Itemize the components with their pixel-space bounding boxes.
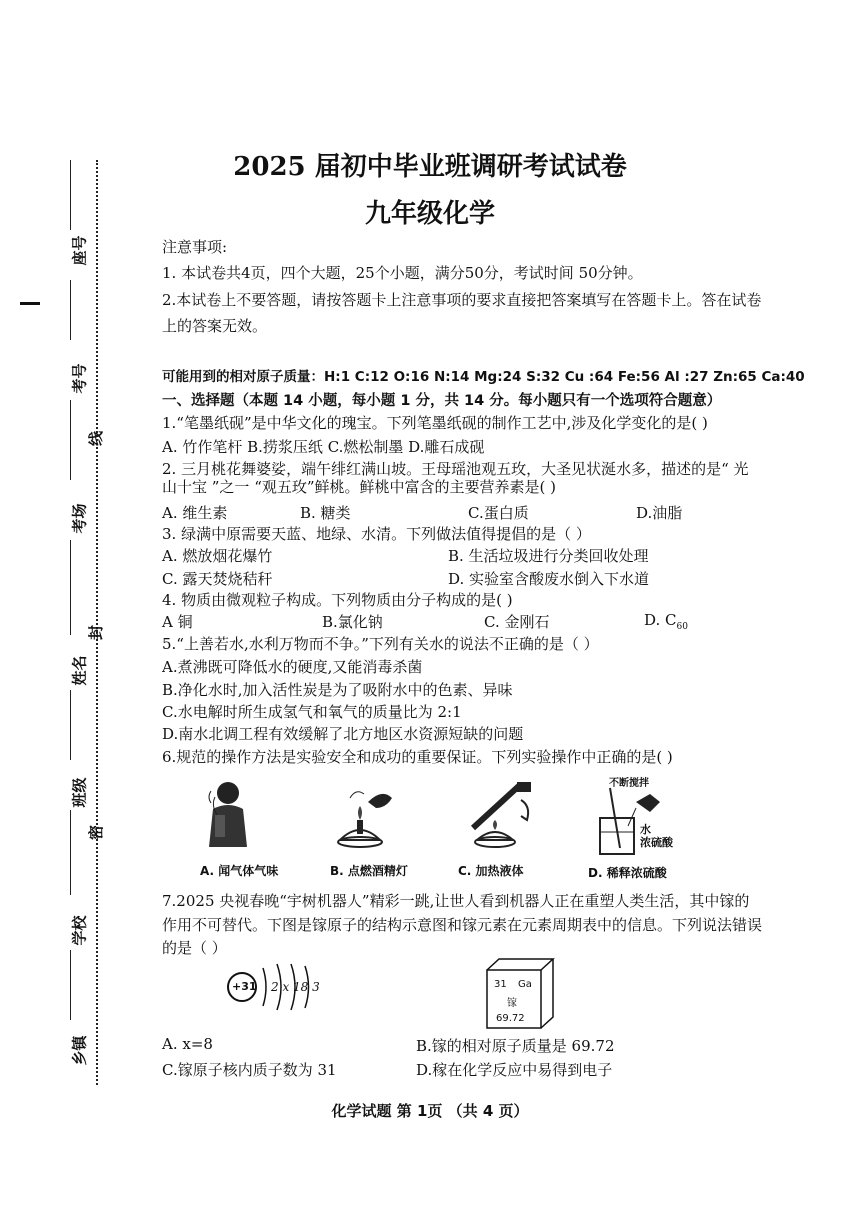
q4-option-d-text: D. C bbox=[644, 611, 677, 629]
q6-caption-a: A. 闻气体气味 bbox=[200, 864, 279, 878]
atomic-masses: 可能用到的相对原子质量：H:1 C:12 O:16 N:14 Mg:24 S:32 Cu :64 Fe:56 Al :27 Zn:65 Ca:40 bbox=[162, 369, 805, 385]
cell-element-name: 镓 bbox=[507, 998, 517, 1009]
atom-nucleus-charge: +31 bbox=[232, 980, 257, 993]
q6-caption-b: B. 点燃酒精灯 bbox=[330, 864, 408, 878]
q5-option-b: B.净化水时,加入活性炭是为了吸附水中的色素、异味 bbox=[162, 681, 513, 699]
q5-option-d: D.南水北调工程有效缓解了北方地区水资源短缺的问题 bbox=[162, 725, 524, 743]
dilute-acid-illustration bbox=[590, 782, 680, 862]
exam-no-blank bbox=[70, 280, 71, 340]
q7-stem-1: 7.2025 央视春晚“宇树机器人”精彩一跳,让世人看到机器人正在重塑人类生活，其中镓的 bbox=[162, 892, 750, 910]
q7-option-d: D.稼在化学反应中易得到电子 bbox=[416, 1061, 613, 1079]
binding-mark bbox=[20, 302, 40, 305]
q6-caption-d: D. 稀释浓硫酸 bbox=[588, 866, 667, 880]
exam-no-label: 考号 bbox=[70, 363, 89, 394]
q3-option-d: D. 实验室含酸废水倒入下水道 bbox=[448, 570, 650, 588]
q2-option-a: A. 维生素 bbox=[162, 504, 228, 522]
q3-option-c: C. 露天焚烧秸秆 bbox=[162, 570, 273, 588]
town-blank bbox=[70, 950, 71, 1020]
school-label: 学校 bbox=[70, 915, 89, 946]
binding-dotted-line bbox=[96, 160, 98, 1085]
q5-option-a: A.煮沸既可降低水的硬度,又能消毒杀菌 bbox=[162, 658, 423, 676]
notice-item-1: 1. 本试卷共4页，四个大题，25个小题，满分50分，考试时间 50分钟。 bbox=[162, 264, 643, 282]
section-1-heading: 一、选择题（本题 14 小题，每小题 1 分，共 14 分。每小题只有一个选项符合题意） bbox=[162, 393, 722, 409]
q2-option-d: D.油脂 bbox=[636, 504, 683, 522]
light-lamp-illustration bbox=[320, 780, 400, 855]
q4-option-b: B.氯化钠 bbox=[322, 613, 383, 631]
room-blank bbox=[70, 400, 71, 480]
class-blank bbox=[70, 690, 71, 760]
school-blank bbox=[70, 810, 71, 895]
q7-option-c: C.镓原子核内质子数为 31 bbox=[162, 1061, 337, 1079]
q2-option-c: C.蛋白质 bbox=[468, 504, 529, 522]
q5-option-c: C.水电解时所生成氢气和氧气的质量比为 2:1 bbox=[162, 703, 462, 721]
exam-title: 2025 届初中毕业班调研考试试卷 bbox=[233, 152, 627, 182]
page-footer: 化学试题 第 1页 （共 4 页） bbox=[331, 1102, 529, 1120]
q7-option-b: B.镓的相对原子质量是 69.72 bbox=[416, 1037, 615, 1055]
q6-stir-label: 不断搅拌 bbox=[609, 778, 649, 789]
name-label: 姓名 bbox=[70, 655, 89, 686]
q7-stem-2: 作用不可替代。下图是镓原子的结构示意图和镓元素在元素周期表中的信息。下列说法错误 bbox=[162, 916, 763, 934]
q3-option-a: A. 燃放烟花爆竹 bbox=[162, 547, 273, 565]
cell-atomic-mass: 69.72 bbox=[496, 1013, 525, 1024]
seat-label: 座号 bbox=[70, 235, 89, 266]
q6-acid-label: 浓硫酸 bbox=[640, 836, 673, 849]
q4-option-d bbox=[644, 611, 688, 632]
q5-stem: 5.“上善若水,水利万物而不争。”下列有关水的说法不正确的是（ ） bbox=[162, 635, 599, 653]
seal-mi-char: 密 bbox=[87, 824, 106, 841]
q2-stem-1: 2. 三月桃花舞婆娑，端午绯红满山坡。王母瑶池观五玫，大圣见状涎水多，描述的是“ 光 bbox=[162, 460, 749, 478]
town-label: 乡镇 bbox=[70, 1035, 89, 1066]
notice-heading: 注意事项: bbox=[162, 238, 228, 256]
q6-stem: 6.规范的操作方法是实验安全和成功的重要保证。下列实验操作中正确的是( ) bbox=[162, 748, 673, 766]
class-label: 班级 bbox=[70, 777, 89, 808]
smell-gas-illustration bbox=[195, 775, 265, 855]
q4-stem: 4. 物质由微观粒子构成。下列物质由分子构成的是( ) bbox=[162, 591, 513, 609]
q1-stem: 1.“笔墨纸砚”是中华文化的瑰宝。下列笔墨纸砚的制作工艺中,涉及化学变化的是( ) bbox=[162, 414, 708, 432]
q1-options: A. 竹作笔杆 B.捞浆压纸 C.燃松制墨 D.雕石成砚 bbox=[162, 438, 485, 456]
q4-option-a: A 铜 bbox=[162, 613, 193, 631]
q6-water-label: 水 bbox=[640, 823, 651, 836]
heat-liquid-illustration bbox=[455, 778, 545, 858]
q4-option-c: C. 金刚石 bbox=[484, 613, 550, 631]
atom-shell-electrons: 2 x 18 3 bbox=[271, 980, 320, 994]
cell-symbol: Ga bbox=[518, 979, 532, 990]
cell-atomic-number: 31 bbox=[494, 979, 507, 990]
name-blank bbox=[70, 540, 71, 635]
q7-stem-3: 的是（ ） bbox=[162, 939, 227, 957]
q3-stem: 3. 绿满中原需要天蓝、地绿、水清。下列做法值得提倡的是（ ） bbox=[162, 525, 591, 543]
notice-item-2a: 2.本试卷上不要答题，请按答题卡上注意事项的要求直接把答案填写在答题卡上。答在试卷 bbox=[162, 291, 762, 309]
seal-line-char: 线 bbox=[87, 430, 106, 447]
exam-room-label: 考场 bbox=[70, 503, 89, 534]
seal-feng-char: 封 bbox=[87, 624, 106, 641]
q7-option-a: A. x=8 bbox=[162, 1035, 213, 1053]
exam-subtitle: 九年级化学 bbox=[364, 199, 495, 229]
notice-item-2b: 上的答案无效。 bbox=[162, 317, 268, 335]
q3-option-b: B. 生活垃圾进行分类回收处理 bbox=[448, 547, 649, 565]
q2-option-b: B. 糖类 bbox=[300, 504, 351, 522]
q6-caption-c: C. 加热液体 bbox=[458, 864, 524, 878]
q4-option-d-subscript: 60 bbox=[676, 622, 688, 632]
q2-stem-2: 山十宝 ”之一 “观五玫”鲜桃。鲜桃中富含的主要营养素是( ) bbox=[162, 478, 557, 496]
